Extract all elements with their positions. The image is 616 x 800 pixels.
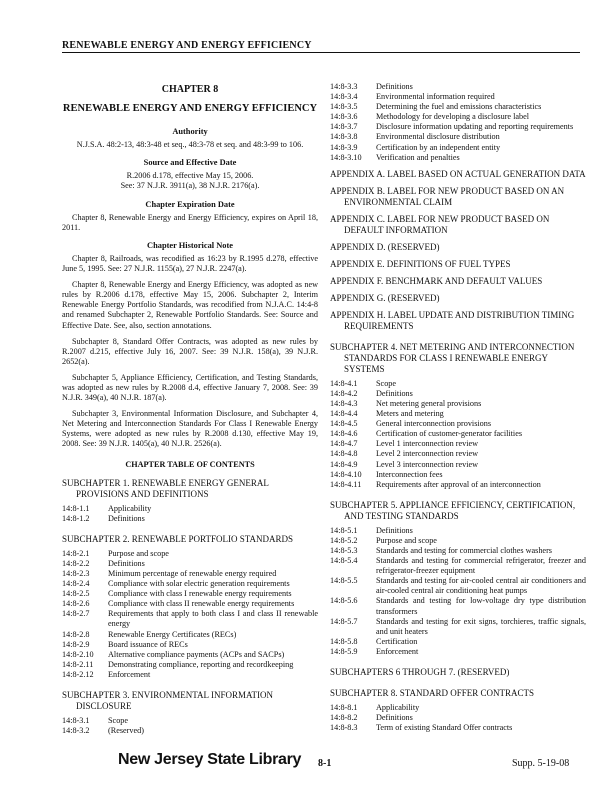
section-title: Enforcement (108, 669, 151, 679)
toc-entry (330, 536, 586, 546)
section-title: Minimum percentage of renewable energy required (108, 569, 277, 578)
section-number: 14:8-2.4 (62, 579, 90, 589)
library-stamp: New Jersey State Library (118, 751, 302, 768)
subchapter-title: SUBCHAPTER 4. NET METERING AND INTERCONNECTION STANDARDS FOR CLASS I RENEWABLE ENERGY SYSTEMS (330, 341, 575, 374)
section-number: 14:8-4.11 (330, 479, 362, 489)
section-number: 14:8-8.2 (330, 713, 358, 723)
section-title: General interconnection provisions (376, 419, 492, 429)
toc-entry (330, 470, 586, 480)
section-title: Definitions (108, 558, 145, 568)
section-number: 14:8-3.9 (330, 142, 358, 152)
section-title: Standards and testing for low-voltage dry type distribution transformers (376, 596, 586, 616)
toc-entry (330, 92, 586, 102)
toc-entry (330, 546, 586, 556)
supplement-date: Supp. 5-19-08 (512, 758, 570, 769)
toc-heading: CHAPTER TABLE OF CONTENTS (125, 459, 255, 469)
section-number: 14:8-2.2 (62, 558, 90, 568)
section-title: Definitions (376, 388, 413, 398)
section-title: Standards and testing for commercial refrigerator, freezer and refrigerator-freezer equipment (376, 556, 586, 576)
section-title: Certification by an independent entity (376, 142, 501, 152)
appendix-title: APPENDIX E. DEFINITIONS OF FUEL TYPES (330, 258, 511, 269)
subchapter-3-continued (330, 82, 586, 163)
toc-entry (62, 589, 318, 599)
section-number: 14:8-4.10 (330, 469, 362, 479)
subchapter-title: SUBCHAPTER 1. RENEWABLE ENERGY GENERAL PROVISIONS AND DEFINITIONS (62, 477, 269, 499)
section-title: Level 2 interconnection review (376, 449, 479, 459)
toc-entry (330, 143, 586, 153)
section-title: Meters and metering (376, 409, 444, 419)
section-number: 14:8-2.5 (62, 589, 90, 599)
section-number: 14:8-2.10 (62, 649, 94, 659)
history-notes (62, 254, 318, 450)
section-title: Definitions (376, 82, 413, 91)
section-title: Renewable Energy Certificates (RECs) (108, 629, 237, 639)
toc-entry (330, 526, 586, 536)
chapter-name: RENEWABLE ENERGY AND ENERGY EFFICIENCY (62, 103, 318, 115)
section-title: Purpose and scope (376, 535, 437, 545)
section-title: Environmental information required (376, 92, 495, 102)
source-heading: Source and Effective Date (143, 158, 237, 168)
section-number: 14:8-5.4 (330, 556, 358, 566)
toc-entry (330, 703, 586, 713)
section-number: 14:8-4.9 (330, 459, 358, 469)
toc-entry (330, 122, 586, 132)
header-rule (62, 52, 580, 53)
section-number: 14:8-4.7 (330, 439, 358, 449)
section-title: Compliance with class II renewable energy requirements (108, 599, 295, 609)
section-number: 14:8-2.11 (62, 659, 94, 669)
toc-entry (330, 379, 586, 389)
toc-entry (330, 132, 586, 142)
right-column (330, 82, 586, 733)
toc-entry (62, 549, 318, 559)
section-number: 14:8-2.3 (62, 569, 90, 578)
appendix-title: APPENDIX B. LABEL FOR NEW PRODUCT BASED ON AN ENVIRONMENTAL CLAIM (330, 185, 565, 207)
toc-entry (62, 660, 318, 670)
appendix-list (330, 169, 586, 332)
section-number: 14:8-3.6 (330, 112, 358, 122)
section-title: Purpose and scope (108, 548, 169, 558)
section-title: Definitions (108, 513, 145, 523)
section-title: Definitions (376, 713, 413, 723)
section-number: 14:8-4.6 (330, 429, 358, 439)
left-column (62, 82, 318, 736)
toc-entry (330, 576, 586, 596)
section-title: Alternative compliance payments (ACPs and SACPs) (108, 649, 285, 659)
history-paragraph: Subchapter 5, Appliance Efficiency, Certification, and Testing Standards, was adopted as new rules by R.2008 d.4, effective January 7, 2008. See: 39 N.J.R. 349(a), 40 N.J.R. 187(a). (62, 372, 318, 403)
source-line: R.2006 d.178, effective May 15, 2006. (126, 171, 254, 181)
toc-entry (62, 514, 318, 524)
section-title: Requirements that apply to both class I and class II renewable energy (108, 609, 318, 629)
appendix-title: APPENDIX D. (RESERVED) (330, 241, 440, 252)
section-title: Environmental disclosure distribution (376, 132, 500, 142)
history-paragraph: Chapter 8, Renewable Energy and Energy Efficiency, was adopted as new rules by R.2006 d.178, effective May 15, 2006. Subchapter 2, Interim Renewable Energy Portfolio Standards, was recodified from N.J.A.C. 14:4-8 and renamed Subchapter 2, Renewable Portfolio Standards. See: Source and Effective Date. See, also, section annotations. (62, 280, 318, 330)
section-title: Standards and testing for air-cooled central air conditioners and air-cooled central air conditioning heat pumps (376, 576, 586, 596)
section-number: 14:8-2.6 (62, 599, 90, 609)
section-number: 14:8-5.7 (330, 616, 358, 626)
toc-entry (330, 596, 586, 616)
appendix-title: APPENDIX G. (RESERVED) (330, 292, 440, 303)
section-number: 14:8-5.3 (330, 545, 358, 555)
toc-entry (330, 102, 586, 112)
history-paragraph: Subchapter 3, Environmental Information Disclosure, and Subchapter 4, Net Metering and Interconnection Standards For Class I Renewable Energy Systems, were adopted as new rules by R.2008 d.130, effective May 19, 2008. See: 39 N.J.R. 1405(a), 40 N.J.R. 2526(a). (62, 409, 318, 449)
expiration-heading: Chapter Expiration Date (145, 199, 235, 209)
toc-entry (330, 429, 586, 439)
section-title: Level 1 interconnection review (376, 439, 479, 449)
toc-entry (330, 480, 586, 490)
section-number: 14:8-3.8 (330, 132, 358, 142)
section-title: Term of existing Standard Offer contracts (376, 723, 513, 733)
section-title: Disclosure information updating and reporting requirements (376, 122, 574, 132)
section-title: Level 3 interconnection review (376, 459, 479, 469)
left-toc (62, 478, 318, 737)
history-heading: Chapter Historical Note (147, 240, 233, 250)
right-toc (330, 342, 586, 734)
section-number: 14:8-3.3 (330, 82, 358, 91)
appendix-title: APPENDIX A. LABEL BASED ON ACTUAL GENERATION DATA (330, 168, 586, 179)
section-title: Scope (108, 716, 129, 726)
section-number: 14:8-3.2 (62, 726, 90, 736)
toc-entry (62, 640, 318, 650)
section-number: 14:8-4.8 (330, 449, 358, 459)
authority-heading: Authority (172, 127, 208, 137)
section-number: 14:8-1.2 (62, 513, 90, 523)
section-number: 14:8-2.12 (62, 669, 94, 679)
appendix-title: APPENDIX F. BENCHMARK AND DEFAULT VALUES (330, 275, 543, 286)
toc-entry (62, 504, 318, 514)
section-number: 14:8-1.1 (62, 503, 90, 513)
toc-entry (62, 599, 318, 609)
section-number: 14:8-5.5 (330, 576, 358, 586)
authority-text: N.J.S.A. 48:2-13, 48:3-48 et seq., 48:3-78 et seq. and 48:3-99 to 106. (76, 140, 304, 150)
section-number: 14:8-3.5 (330, 102, 358, 112)
toc-entry (330, 409, 586, 419)
toc-entry (330, 449, 586, 459)
page-number: 8-1 (318, 758, 332, 769)
toc-entry (330, 647, 586, 657)
chapter-label: CHAPTER 8 (161, 84, 219, 95)
toc-entry (62, 650, 318, 660)
section-number: 14:8-4.2 (330, 388, 358, 398)
section-number: 14:8-8.3 (330, 723, 358, 733)
toc-entry (330, 112, 586, 122)
section-number: 14:8-3.10 (330, 152, 362, 162)
history-paragraph: Chapter 8, Railroads, was recodified as 16:23 by R.1995 d.278, effective June 5, 1995. See: 27 N.J.R. 1155(a), 27 N.J.R. 2247(a). (62, 253, 318, 274)
section-title: Standards and testing for commercial clothes washers (376, 545, 552, 555)
appendix-title: APPENDIX H. LABEL UPDATE AND DISTRIBUTION TIMING REQUIREMENTS (330, 309, 575, 331)
toc-entry (62, 670, 318, 680)
toc-entry (62, 716, 318, 726)
subchapter-title: SUBCHAPTER 2. RENEWABLE PORTFOLIO STANDARDS (62, 533, 294, 544)
section-title: Determining the fuel and emissions characteristics (376, 102, 542, 112)
section-number: 14:8-4.5 (330, 419, 358, 429)
section-number: 14:8-5.9 (330, 646, 358, 656)
section-title: Compliance with class I renewable energy requirements (108, 589, 292, 599)
section-title: Demonstrating compliance, reporting and recordkeeping (108, 659, 294, 669)
toc-entry (330, 439, 586, 449)
section-number: 14:8-4.4 (330, 409, 358, 419)
subchapter-title: SUBCHAPTER 3. ENVIRONMENTAL INFORMATION DISCLOSURE (62, 690, 273, 712)
toc-entry (330, 82, 586, 92)
section-title: Scope (376, 378, 397, 388)
section-title: Applicability (376, 703, 420, 712)
appendix-title: APPENDIX C. LABEL FOR NEW PRODUCT BASED ON DEFAULT INFORMATION (330, 213, 550, 235)
section-number: 14:8-5.1 (330, 525, 358, 535)
subchapter-title: SUBCHAPTERS 6 THROUGH 7. (RESERVED) (330, 667, 510, 677)
section-title: Requirements after approval of an interconnection (376, 479, 541, 489)
section-title: Certification (376, 636, 418, 646)
toc-entry (330, 153, 586, 163)
section-number: 14:8-3.1 (62, 716, 90, 726)
toc-entry (330, 713, 586, 723)
section-number: 14:8-2.1 (62, 548, 90, 558)
history-paragraph: Subchapter 8, Standard Offer Contracts, was adopted as new rules by R.2007 d.215, effective July 16, 2007. See: 39 N.J.R. 158(a), 39 N.J.R. 2652(a). (62, 336, 318, 366)
toc-entry (62, 609, 318, 629)
section-number: 14:8-3.4 (330, 92, 358, 102)
section-title: Compliance with solar electric generation requirements (108, 579, 290, 589)
section-title: Enforcement (376, 646, 419, 656)
toc-entry (330, 556, 586, 576)
section-title: Verification and penalties (376, 152, 460, 162)
section-number: 14:8-5.6 (330, 596, 358, 606)
section-number: 14:8-4.1 (330, 378, 358, 388)
toc-entry (330, 399, 586, 409)
section-title: Net metering general provisions (376, 398, 482, 408)
toc-entry (62, 579, 318, 589)
section-number: 14:8-2.9 (62, 639, 90, 649)
toc-entry (62, 559, 318, 569)
section-number: 14:8-5.8 (330, 636, 358, 646)
section-number: 14:8-2.8 (62, 629, 90, 639)
toc-entry (330, 389, 586, 399)
toc-entry (62, 569, 318, 579)
running-head: RENEWABLE ENERGY AND ENERGY EFFICIENCY (62, 40, 312, 51)
section-title: (Reserved) (108, 726, 144, 736)
section-title: Methodology for developing a disclosure label (376, 112, 530, 122)
section-title: Applicability (108, 503, 152, 513)
section-number: 14:8-4.3 (330, 398, 358, 408)
source-line: See: 37 N.J.R. 3911(a), 38 N.J.R. 2176(a). (120, 181, 260, 191)
toc-entry (62, 630, 318, 640)
toc-entry (62, 726, 318, 736)
section-title: Interconnection fees (376, 469, 443, 479)
section-number: 14:8-3.7 (330, 122, 358, 132)
section-title: Standards and testing for exit signs, torchieres, traffic signals, and unit heaters (376, 616, 586, 636)
toc-entry (330, 419, 586, 429)
section-number: 14:8-5.2 (330, 535, 358, 545)
section-number: 14:8-8.1 (330, 703, 358, 712)
section-number: 14:8-2.7 (62, 609, 90, 619)
expiration-text: Chapter 8, Renewable Energy and Energy Efficiency, expires on April 18, 2011. (62, 212, 318, 232)
subchapter-title: SUBCHAPTER 5. APPLIANCE EFFICIENCY, CERTIFICATION, AND TESTING STANDARDS (330, 499, 576, 521)
toc-entry (330, 617, 586, 637)
subchapter-title: SUBCHAPTER 8. STANDARD OFFER CONTRACTS (330, 688, 535, 698)
toc-entry (330, 637, 586, 647)
section-title: Definitions (376, 525, 413, 535)
section-title: Board issuance of RECs (108, 639, 188, 649)
toc-entry (330, 723, 586, 733)
section-title: Certification of customer-generator facilities (376, 429, 523, 439)
toc-entry (330, 460, 586, 470)
